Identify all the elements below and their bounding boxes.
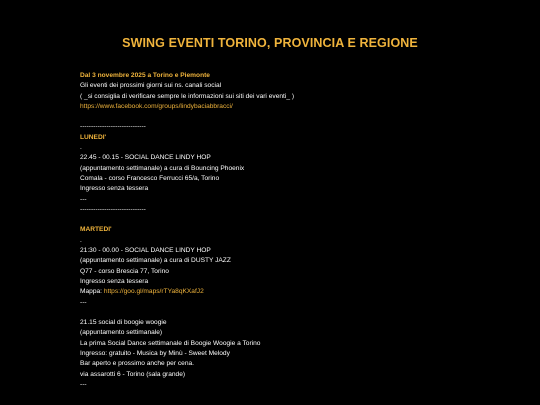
spacer [80,112,520,122]
spacer [80,215,520,225]
monday-event-organizer: (appuntamento settimanale) a cura di Bouncing Phoenix [80,164,245,172]
events-content [80,71,520,390]
dot-marker: . [80,144,82,152]
tuesday-heading: MARTEDI' [80,226,112,234]
map-label: Mappa: [80,288,104,296]
map-link[interactable]: https://goo.gl/maps/rTYa8qKXafJ2 [103,288,204,296]
dot-marker: . [80,236,82,244]
dash-separator: --- [80,195,87,203]
monday-event-title: 22.45 - 00.15 - SOCIAL DANCE LINDY HOP [80,154,211,162]
monday-event-venue: Comala - corso Francesco Ferrucci 65/a, Torino [80,174,220,182]
tuesday-event2-description: La prima Social Dance settimanale di Boogie Woogie a Torino [80,339,261,347]
intro-note: ( _si consiglia di verificare sempre le informazioni sui siti dei vari eventi_ ) [80,92,295,100]
tuesday-event1-organizer: (appuntamento settimanale) a cura di DUSTY JAZZ [80,257,231,265]
facebook-group-link[interactable]: https://www.facebook.com/groups/lindybaciabbracci/ [80,102,233,110]
separator: ------------------------------ [80,123,146,131]
intro-date: Dal 3 novembre 2025 a Torino e Piemonte [80,72,210,79]
monday-heading: LUNEDI' [80,133,107,141]
intro-text: Gli eventi dei prossimi giorni sui ns. canali social [80,82,222,90]
separator: ------------------------------ [80,205,146,213]
tuesday-event1-entry: Ingresso senza tessera [80,277,149,285]
tuesday-event1-venue: Q77 - corso Brescia 77, Torino [80,267,169,275]
dash-separator: --- [80,380,87,388]
tuesday-event2-entry: Ingresso: gratuito - Musica by Minù - Sweet Melody [80,350,230,358]
tuesday-event2-note: (appuntamento settimanale) [80,329,163,337]
spacer [80,308,520,318]
tuesday-event2-bar: Bar aperto e prossimo anche per cena. [80,360,194,368]
dash-separator: --- [80,298,87,306]
tuesday-event2-title: 21.15 social di boogie woogie [80,319,167,327]
tuesday-event1-map [80,287,520,297]
tuesday-event2-venue: via assarotti 6 - Torino (sala grande) [80,370,186,378]
monday-event-entry: Ingresso senza tessera [80,185,149,193]
page-title: SWING EVENTI TORINO, PROVINCIA E REGIONE [122,36,418,50]
tuesday-event1-title: 21:30 - 00.00 - SOCIAL DANCE LINDY HOP [80,247,211,255]
